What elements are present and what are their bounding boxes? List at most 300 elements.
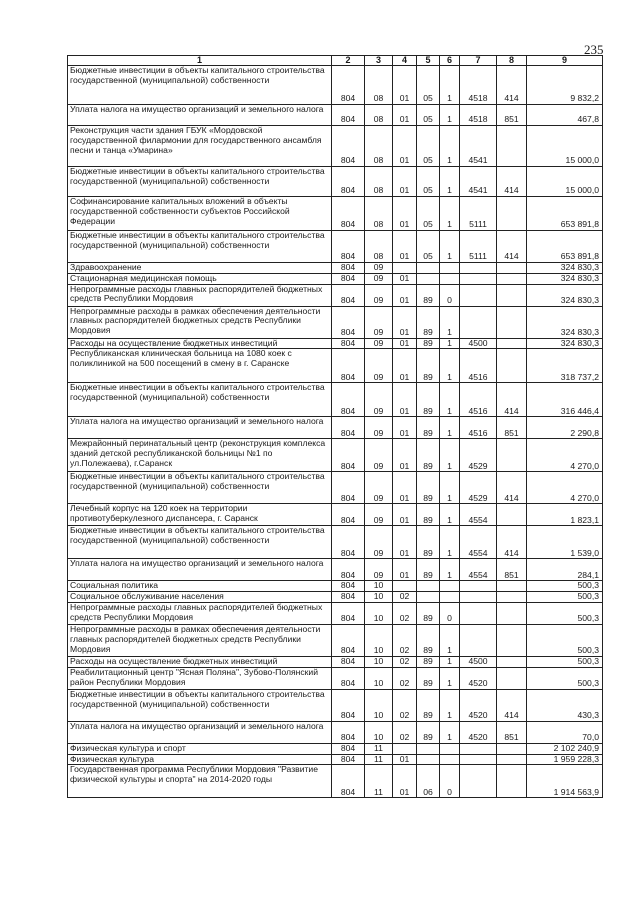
subprogram-code: 0 — [440, 284, 460, 306]
expense-type-code — [497, 284, 527, 306]
expense-type-code: 414 — [497, 231, 527, 263]
amount: 318 737,2 — [527, 349, 603, 383]
table-row — [68, 338, 603, 349]
section-code: 08 — [365, 66, 393, 105]
table-row — [68, 721, 603, 743]
item-name: Республиканская клиническая больница на 1080 коек с поликлиникой на 500 посещений в смену в г. Саранске — [68, 349, 332, 383]
subprogram-code: 0 — [440, 602, 460, 624]
program-code: 89 — [417, 526, 440, 559]
subprogram-code: 1 — [440, 231, 460, 263]
subprogram-code: 1 — [440, 349, 460, 383]
subprogram-code — [440, 754, 460, 765]
subprogram-code: 1 — [440, 167, 460, 197]
item-name: Реабилитационный центр "Ясная Поляна", Зубово-Полянский район Республики Мордовия — [68, 667, 332, 689]
program-code: 89 — [417, 656, 440, 667]
table-row — [68, 602, 603, 624]
subsection-code — [393, 581, 417, 592]
program-code: 89 — [417, 602, 440, 624]
subsection-code: 02 — [393, 592, 417, 603]
budget-table — [67, 55, 603, 798]
section-code: 10 — [365, 624, 393, 656]
amount: 653 891,8 — [527, 197, 603, 231]
target-article-code: 4500 — [460, 656, 497, 667]
amount: 1 823,1 — [527, 504, 603, 526]
subsection-code: 01 — [393, 338, 417, 349]
target-article-code — [460, 743, 497, 754]
column-header: 2 — [332, 56, 365, 66]
subsection-code: 01 — [393, 383, 417, 417]
expense-type-code: 414 — [497, 66, 527, 105]
subprogram-code: 1 — [440, 383, 460, 417]
table-row — [68, 526, 603, 559]
item-name: Бюджетные инвестиции в объекты капитального строительства государственной (муниципальной) собственности — [68, 472, 332, 504]
subprogram-code — [440, 592, 460, 603]
target-article-code: 4554 — [460, 526, 497, 559]
ministry-code: 804 — [332, 197, 365, 231]
subsection-code: 01 — [393, 231, 417, 263]
column-header: 8 — [497, 56, 527, 66]
target-article-code: 4518 — [460, 66, 497, 105]
table-row — [68, 417, 603, 439]
ministry-code: 804 — [332, 167, 365, 197]
table-row — [68, 765, 603, 798]
target-article-code — [460, 624, 497, 656]
program-code: 89 — [417, 284, 440, 306]
amount: 324 830,3 — [527, 263, 603, 274]
amount: 500,3 — [527, 667, 603, 689]
program-code: 89 — [417, 667, 440, 689]
subprogram-code: 1 — [440, 472, 460, 504]
section-code: 09 — [365, 273, 393, 284]
table-row — [68, 349, 603, 383]
item-name: Уплата налога на имущество организаций и земельного налога — [68, 559, 332, 581]
program-code: 89 — [417, 689, 440, 721]
ministry-code: 804 — [332, 338, 365, 349]
subsection-code: 01 — [393, 526, 417, 559]
subsection-code — [393, 263, 417, 274]
program-code: 05 — [417, 231, 440, 263]
subsection-code: 01 — [393, 66, 417, 105]
section-code: 09 — [365, 439, 393, 472]
table-row — [68, 559, 603, 581]
subsection-code — [393, 743, 417, 754]
ministry-code: 804 — [332, 656, 365, 667]
subsection-code: 02 — [393, 721, 417, 743]
column-header: 4 — [393, 56, 417, 66]
section-code: 09 — [365, 263, 393, 274]
amount: 316 446,4 — [527, 383, 603, 417]
amount: 500,3 — [527, 592, 603, 603]
section-code: 09 — [365, 306, 393, 338]
target-article-code — [460, 602, 497, 624]
subprogram-code: 1 — [440, 656, 460, 667]
ministry-code: 804 — [332, 349, 365, 383]
expense-type-code — [497, 126, 527, 167]
item-name: Бюджетные инвестиции в объекты капитального строительства государственной (муниципальной) собственности — [68, 66, 332, 105]
section-code: 10 — [365, 592, 393, 603]
ministry-code: 804 — [332, 284, 365, 306]
amount: 324 830,3 — [527, 273, 603, 284]
amount: 9 832,2 — [527, 66, 603, 105]
section-code: 09 — [365, 284, 393, 306]
subsection-code: 01 — [393, 105, 417, 126]
amount: 430,3 — [527, 689, 603, 721]
target-article-code: 4520 — [460, 667, 497, 689]
section-code: 08 — [365, 167, 393, 197]
program-code — [417, 581, 440, 592]
amount: 324 830,3 — [527, 338, 603, 349]
section-code: 11 — [365, 743, 393, 754]
table-row — [68, 624, 603, 656]
program-code: 05 — [417, 105, 440, 126]
target-article-code — [460, 263, 497, 274]
target-article-code: 4500 — [460, 338, 497, 349]
program-code: 89 — [417, 559, 440, 581]
section-code: 10 — [365, 667, 393, 689]
amount: 70,0 — [527, 721, 603, 743]
table-row — [68, 667, 603, 689]
table-row — [68, 105, 603, 126]
ministry-code: 804 — [332, 526, 365, 559]
item-name: Уплата налога на имущество организаций и земельного налога — [68, 721, 332, 743]
subsection-code: 01 — [393, 417, 417, 439]
subprogram-code: 1 — [440, 504, 460, 526]
program-code: 05 — [417, 167, 440, 197]
item-name: Государственная программа Республики Мордовия "Развитие физической культуры и спорта" на 2014-2020 годы — [68, 765, 332, 798]
expense-type-code — [497, 602, 527, 624]
expense-type-code: 414 — [497, 526, 527, 559]
section-code: 09 — [365, 472, 393, 504]
item-name: Физическая культура и спорт — [68, 743, 332, 754]
subprogram-code: 1 — [440, 559, 460, 581]
item-name: Расходы на осуществление бюджетных инвестиций — [68, 338, 332, 349]
section-code: 10 — [365, 689, 393, 721]
subsection-code: 01 — [393, 349, 417, 383]
program-code: 89 — [417, 306, 440, 338]
target-article-code: 4554 — [460, 559, 497, 581]
subprogram-code: 1 — [440, 689, 460, 721]
target-article-code: 4516 — [460, 383, 497, 417]
target-article-code: 4518 — [460, 105, 497, 126]
ministry-code: 804 — [332, 231, 365, 263]
expense-type-code: 414 — [497, 472, 527, 504]
item-name: Социальное обслуживание населения — [68, 592, 332, 603]
target-article-code: 4541 — [460, 167, 497, 197]
subsection-code: 01 — [393, 197, 417, 231]
ministry-code: 804 — [332, 667, 365, 689]
ministry-code: 804 — [332, 439, 365, 472]
program-code: 05 — [417, 197, 440, 231]
target-article-code — [460, 592, 497, 603]
amount: 2 290,8 — [527, 417, 603, 439]
target-article-code: 4516 — [460, 417, 497, 439]
amount: 653 891,8 — [527, 231, 603, 263]
table-row — [68, 167, 603, 197]
subsection-code: 01 — [393, 559, 417, 581]
target-article-code — [460, 306, 497, 338]
amount: 500,3 — [527, 602, 603, 624]
ministry-code: 804 — [332, 624, 365, 656]
table-row — [68, 263, 603, 274]
column-header: 9 — [527, 56, 603, 66]
expense-type-code — [497, 197, 527, 231]
item-name: Софинансирование капитальных вложений в объекты государственной собственности субъектов Российской Федерации — [68, 197, 332, 231]
ministry-code: 804 — [332, 263, 365, 274]
column-header: 1 — [68, 56, 332, 66]
subprogram-code: 1 — [440, 667, 460, 689]
section-code: 10 — [365, 602, 393, 624]
program-code: 89 — [417, 349, 440, 383]
expense-type-code — [497, 765, 527, 798]
table-header-row — [68, 56, 603, 66]
subprogram-code: 0 — [440, 765, 460, 798]
subprogram-code: 1 — [440, 197, 460, 231]
amount: 500,3 — [527, 624, 603, 656]
expense-type-code — [497, 306, 527, 338]
column-header: 3 — [365, 56, 393, 66]
table-row — [68, 197, 603, 231]
item-name: Непрограммные расходы в рамках обеспечения деятельности главных распорядителей бюджетных средств Республики Мордовия — [68, 624, 332, 656]
target-article-code: 4529 — [460, 439, 497, 472]
section-code: 08 — [365, 105, 393, 126]
amount: 500,3 — [527, 656, 603, 667]
table-row — [68, 66, 603, 105]
subsection-code: 02 — [393, 624, 417, 656]
subsection-code: 01 — [393, 472, 417, 504]
subprogram-code: 1 — [440, 105, 460, 126]
table-body — [68, 66, 603, 798]
table-row — [68, 383, 603, 417]
ministry-code: 804 — [332, 273, 365, 284]
program-code: 05 — [417, 66, 440, 105]
subsection-code: 02 — [393, 602, 417, 624]
ministry-code: 804 — [332, 602, 365, 624]
subprogram-code: 1 — [440, 338, 460, 349]
item-name: Стационарная медицинская помощь — [68, 273, 332, 284]
ministry-code: 804 — [332, 472, 365, 504]
target-article-code — [460, 754, 497, 765]
program-code: 89 — [417, 721, 440, 743]
expense-type-code — [497, 349, 527, 383]
section-code: 08 — [365, 126, 393, 167]
program-code: 89 — [417, 504, 440, 526]
table-row — [68, 284, 603, 306]
amount: 4 270,0 — [527, 472, 603, 504]
ministry-code: 804 — [332, 765, 365, 798]
item-name: Непрограммные расходы главных распорядителей бюджетных средств Республики Мордовия — [68, 602, 332, 624]
expense-type-code — [497, 592, 527, 603]
subprogram-code: 1 — [440, 126, 460, 167]
subprogram-code — [440, 581, 460, 592]
section-code: 08 — [365, 231, 393, 263]
table-row — [68, 273, 603, 284]
table-row — [68, 472, 603, 504]
subsection-code: 01 — [393, 284, 417, 306]
item-name: Непрограммные расходы главных распорядителей бюджетных средств Республики Мордовия — [68, 284, 332, 306]
expense-type-code: 414 — [497, 383, 527, 417]
target-article-code: 4516 — [460, 349, 497, 383]
expense-type-code: 851 — [497, 417, 527, 439]
section-code: 08 — [365, 197, 393, 231]
item-name: Расходы на осуществление бюджетных инвестиций — [68, 656, 332, 667]
program-code: 89 — [417, 439, 440, 472]
column-header: 6 — [440, 56, 460, 66]
item-name: Бюджетные инвестиции в объекты капитального строительства государственной (муниципальной) собственности — [68, 689, 332, 721]
program-code — [417, 743, 440, 754]
program-code — [417, 754, 440, 765]
subprogram-code: 1 — [440, 439, 460, 472]
section-code: 11 — [365, 754, 393, 765]
expense-type-code — [497, 581, 527, 592]
subsection-code: 01 — [393, 765, 417, 798]
subprogram-code: 1 — [440, 526, 460, 559]
program-code: 89 — [417, 338, 440, 349]
target-article-code: 4554 — [460, 504, 497, 526]
item-name: Уплата налога на имущество организаций и земельного налога — [68, 105, 332, 126]
section-code: 09 — [365, 559, 393, 581]
program-code: 89 — [417, 472, 440, 504]
table-row — [68, 743, 603, 754]
table-row — [68, 581, 603, 592]
ministry-code: 804 — [332, 592, 365, 603]
amount: 1 914 563,9 — [527, 765, 603, 798]
item-name: Непрограммные расходы в рамках обеспечения деятельности главных распорядителей бюджетных средств Республики Мордовия — [68, 306, 332, 338]
section-code: 10 — [365, 721, 393, 743]
ministry-code: 804 — [332, 689, 365, 721]
section-code: 09 — [365, 526, 393, 559]
program-code: 89 — [417, 624, 440, 656]
item-name: Реконструкция части здания ГБУК «Мордовской государственной филармонии для государственного ансамбля песни и танца «Умарина» — [68, 126, 332, 167]
subsection-code: 02 — [393, 689, 417, 721]
expense-type-code: 851 — [497, 721, 527, 743]
target-article-code: 5111 — [460, 197, 497, 231]
subsection-code: 01 — [393, 754, 417, 765]
expense-type-code: 851 — [497, 559, 527, 581]
expense-type-code — [497, 273, 527, 284]
amount: 1 959 228,3 — [527, 754, 603, 765]
ministry-code: 804 — [332, 581, 365, 592]
subprogram-code: 1 — [440, 721, 460, 743]
item-name: Бюджетные инвестиции в объекты капитального строительства государственной (муниципальной) собственности — [68, 231, 332, 263]
table-row — [68, 231, 603, 263]
program-code: 89 — [417, 383, 440, 417]
subsection-code: 01 — [393, 126, 417, 167]
section-code: 10 — [365, 581, 393, 592]
subsection-code: 02 — [393, 656, 417, 667]
item-name: Бюджетные инвестиции в объекты капитального строительства государственной (муниципальной) собственности — [68, 383, 332, 417]
ministry-code: 804 — [332, 504, 365, 526]
program-code: 05 — [417, 126, 440, 167]
table-row — [68, 306, 603, 338]
target-article-code: 4520 — [460, 689, 497, 721]
section-code: 10 — [365, 656, 393, 667]
subsection-code: 02 — [393, 667, 417, 689]
amount: 467,8 — [527, 105, 603, 126]
subsection-code: 01 — [393, 439, 417, 472]
target-article-code — [460, 581, 497, 592]
item-name: Социальная политика — [68, 581, 332, 592]
ministry-code: 804 — [332, 559, 365, 581]
target-article-code — [460, 284, 497, 306]
target-article-code: 5111 — [460, 231, 497, 263]
subprogram-code: 1 — [440, 624, 460, 656]
expense-type-code — [497, 667, 527, 689]
section-code: 09 — [365, 349, 393, 383]
item-name: Физическая культура — [68, 754, 332, 765]
expense-type-code: 414 — [497, 689, 527, 721]
table-row — [68, 126, 603, 167]
table-row — [68, 439, 603, 472]
target-article-code: 4541 — [460, 126, 497, 167]
subprogram-code — [440, 743, 460, 754]
expense-type-code — [497, 263, 527, 274]
amount: 500,3 — [527, 581, 603, 592]
target-article-code — [460, 273, 497, 284]
ministry-code: 804 — [332, 66, 365, 105]
page-number: 235 — [584, 42, 604, 57]
target-article-code: 4520 — [460, 721, 497, 743]
item-name: Здравоохранение — [68, 263, 332, 274]
item-name: Межрайонный перинатальный центр (реконструкция комплекса зданий детской республиканской больницы №1 по ул.Полежаева), г.Саранск — [68, 439, 332, 472]
ministry-code: 804 — [332, 417, 365, 439]
expense-type-code — [497, 338, 527, 349]
section-code: 09 — [365, 338, 393, 349]
expense-type-code — [497, 754, 527, 765]
amount: 324 830,3 — [527, 284, 603, 306]
section-code: 09 — [365, 504, 393, 526]
column-header: 5 — [417, 56, 440, 66]
table-row — [68, 656, 603, 667]
subprogram-code — [440, 263, 460, 274]
column-header: 7 — [460, 56, 497, 66]
expense-type-code — [497, 504, 527, 526]
expense-type-code — [497, 624, 527, 656]
target-article-code: 4529 — [460, 472, 497, 504]
expense-type-code — [497, 439, 527, 472]
item-name: Бюджетные инвестиции в объекты капитального строительства государственной (муниципальной) собственности — [68, 526, 332, 559]
subprogram-code: 1 — [440, 306, 460, 338]
amount: 4 270,0 — [527, 439, 603, 472]
table-row — [68, 504, 603, 526]
subsection-code: 01 — [393, 504, 417, 526]
expense-type-code — [497, 743, 527, 754]
section-code: 11 — [365, 765, 393, 798]
item-name: Уплата налога на имущество организаций и земельного налога — [68, 417, 332, 439]
subprogram-code: 1 — [440, 66, 460, 105]
section-code: 09 — [365, 383, 393, 417]
item-name: Лечебный корпус на 120 коек на территории противотуберкулезного диспансера, г. Саранск — [68, 504, 332, 526]
table-row — [68, 689, 603, 721]
item-name: Бюджетные инвестиции в объекты капитального строительства государственной (муниципальной) собственности — [68, 167, 332, 197]
amount: 15 000,0 — [527, 167, 603, 197]
subsection-code: 01 — [393, 306, 417, 338]
ministry-code: 804 — [332, 754, 365, 765]
section-code: 09 — [365, 417, 393, 439]
subsection-code: 01 — [393, 273, 417, 284]
ministry-code: 804 — [332, 721, 365, 743]
subprogram-code — [440, 273, 460, 284]
amount: 15 000,0 — [527, 126, 603, 167]
target-article-code — [460, 765, 497, 798]
program-code: 89 — [417, 417, 440, 439]
amount: 2 102 240,9 — [527, 743, 603, 754]
amount: 324 830,3 — [527, 306, 603, 338]
program-code — [417, 273, 440, 284]
program-code — [417, 592, 440, 603]
program-code — [417, 263, 440, 274]
ministry-code: 804 — [332, 743, 365, 754]
ministry-code: 804 — [332, 126, 365, 167]
